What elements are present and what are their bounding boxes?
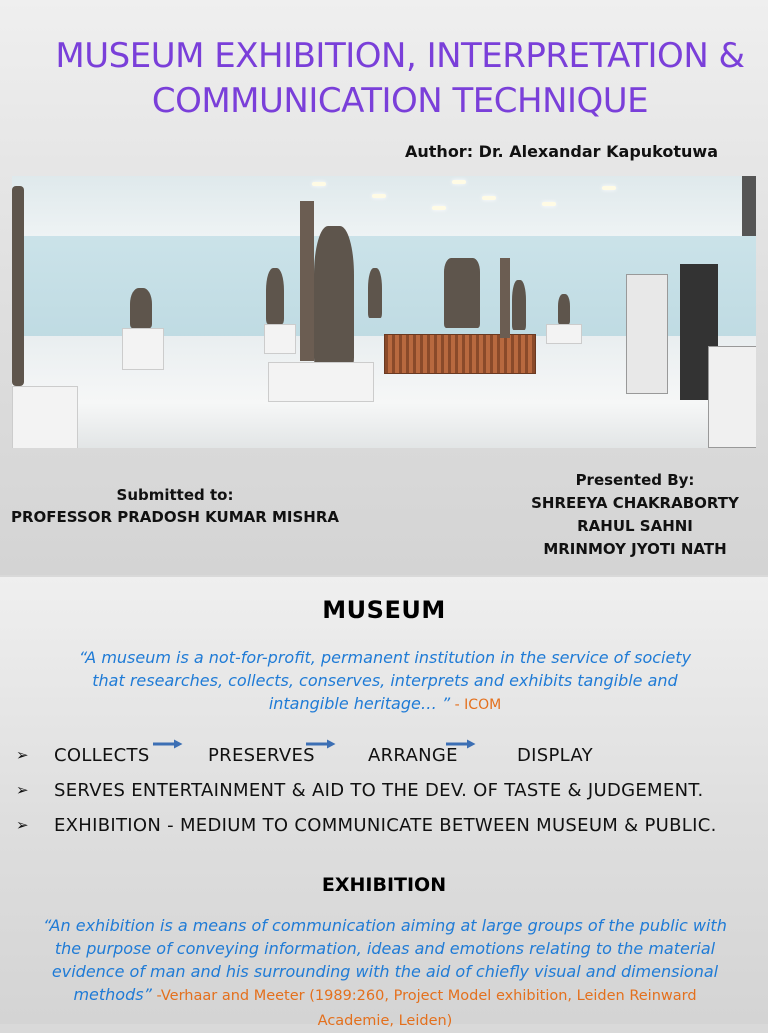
exhibition-quote-text: “An exhibition is a means of communication aiming at large groups of the public with the purpose of conveying information, ideas and emotions relating to the material evidence of man and his surrounding with the aid of chiefly visual and dimensional methods” [43,916,727,1004]
flow-step: COLLECTS [54,745,150,766]
presenter-name: MRINMOY JYOTI NATH [543,540,727,558]
bullet-text: SERVES ENTERTAINMENT & AID TO THE DEV. OF TASTE & JUDGEMENT. [54,780,704,801]
bullet-arrow-icon: ➢ [16,781,29,799]
exhibition-definition [40,914,730,1033]
bullet-arrow-icon: ➢ [16,816,29,834]
title-line-2: COMMUNICATION TECHNIQUE [151,81,649,121]
flow-step: PRESERVES [208,745,315,766]
presentation-title [20,34,768,124]
title-line-1: MUSEUM EXHIBITION, INTERPRETATION & [55,36,745,76]
presented-by-block [505,469,765,561]
professor-name: PROFESSOR PRADOSH KUMAR MISHRA [10,508,340,526]
right-arrow-icon [446,739,476,749]
bullet-item [16,743,761,778]
flow-step: DISPLAY [517,745,593,766]
submitted-label: Submitted to: [116,486,234,504]
flow-step: ARRANGE [368,745,458,766]
definition-source: - ICOM [450,697,502,713]
icom-definition [70,646,700,717]
author-line: Author: Dr. Alexandar Kapukotuwa [405,142,718,161]
presenter-name: SHREEYA CHAKRABORTY [531,494,739,512]
definition-text: “A museum is a not-for-profit, permanent institution in the service of society that researches, collects, conserves, interprets and exhibits tangible and intangible heritage… ” [78,648,692,713]
right-arrow-icon [306,739,336,749]
presented-label: Presented By: [575,471,695,489]
submitted-to-block [0,484,350,528]
presenter-name: RAHUL SAHNI [577,517,693,535]
bullet-list [16,743,761,848]
exhibition-heading: EXHIBITION [321,874,447,896]
bullet-text: EXHIBITION - MEDIUM TO COMMUNICATE BETWEEN MUSEUM & PUBLIC. [54,815,717,836]
right-arrow-icon [153,739,183,749]
bullet-item [16,813,761,848]
museum-gallery-photo [12,176,756,448]
bullet-item [16,778,761,813]
museum-heading: MUSEUM [322,596,446,624]
exhibition-source: -Verhaar and Meeter (1989:260, Project Model exhibition, Leiden Reinward Academie, Leiden) [151,988,697,1029]
bullet-arrow-icon: ➢ [16,746,29,764]
